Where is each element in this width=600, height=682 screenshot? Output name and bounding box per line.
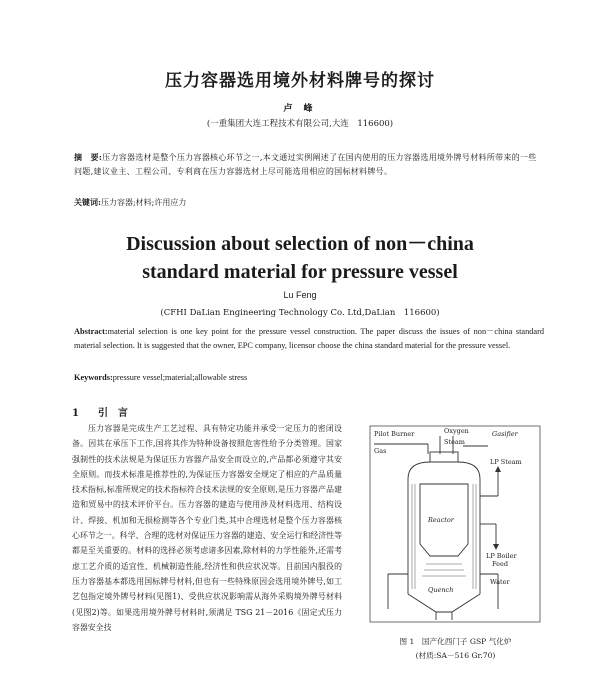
figure-caption-line2: (材质:SA－516 Gr.70)	[415, 651, 496, 660]
english-title-line1: Discussion about selection of non－china	[126, 233, 474, 255]
figure-caption	[368, 635, 543, 663]
label-gas: Gas	[374, 447, 387, 455]
english-title-line2: standard material for pressure vessel	[142, 261, 458, 283]
label-feed: Feed	[492, 560, 509, 568]
label-steam: Steam	[444, 438, 465, 446]
label-quench: Quench	[428, 586, 454, 594]
section-number: 1	[72, 408, 79, 419]
gasifier-figure	[368, 424, 543, 624]
label-oxygen: Oxygen	[444, 427, 469, 435]
chinese-keywords-label: 关键词:	[74, 197, 101, 207]
figure-caption-line1: 图 1 国产化西门子 GSP 气化炉	[399, 637, 512, 646]
english-keywords	[74, 371, 544, 385]
english-abstract-text: material selection is one key point for the pressure vessel construction. The paper discuss the issues of non－china standard material selection. It is suggested that the owner, EPC company, licensor choose the china standard material for the pressure vessel.	[74, 327, 544, 350]
gasifier-diagram	[368, 424, 543, 624]
english-author: Lu Feng	[283, 290, 317, 300]
label-water: Water	[490, 578, 510, 586]
label-pilot-burner: Pilot Burner	[374, 430, 415, 438]
section-body-text: 压力容器是完成生产工艺过程、具有特定功能并承受一定压力的密闭设备。因其在承压下工作,国将其作为特种设备按照危害性给予分类管理。国家强制性的技术法规是为保证压力容器产品安全而设立的,产品都必须遵守其安全原则。而技术标准是推荐性的,为保证压力容器安全规定了相应的产品质量技术指标,标准所规定的技术指标符合技术法规的安全原则,是压力容器产品建造和贸易中的技术评价平台。压力容器的建造与使用涉及材料选用、结构设计、焊接、机加和无损检测等各个专业门类,其中合理选材是整个压力容器核心环节之一。科学、合理的选材对保证压力容器的建造、安全运行和经济性等都是至关重要的。材料的选择必须考虑诸多因素,除材料的力学性能外,还需考虑工艺介质的适宜性、机械制造性能,经济性和供应状况等。目前国内服役的压力容器基本都选用国标牌号材料,但也有一些特殊原因会选用境外牌号,如工艺包指定境外牌号材料(见图1)、受供应状况影响需从海外采购境外牌号材料(见图2)等。如果选用境外牌号材料时,须满足 TSG 21－2016《固定式压力容器安全技	[72, 424, 342, 632]
label-lp-boiler: LP Boiler	[486, 552, 517, 560]
chinese-title: 压力容器选用境外材料牌号的探讨	[165, 71, 435, 91]
english-affiliation: (CFHI DaLian Engineering Technology Co. Ltd,DaLian 116600)	[160, 308, 440, 318]
chinese-keywords	[74, 195, 544, 210]
label-lp-steam: LP Steam	[490, 458, 522, 466]
label-gasifier: Gasifier	[492, 430, 518, 438]
chinese-abstract	[74, 150, 544, 179]
section-title: 引 言	[97, 408, 128, 419]
label-reactor: Reactor	[428, 516, 454, 524]
english-abstract-label: Abstract:	[74, 327, 108, 336]
english-keywords-text: pressure vessel;material;allowable stress	[112, 373, 248, 382]
chinese-author: 卢 峰	[283, 104, 317, 114]
chinese-affiliation: (一重集团大连工程技术有限公司,大连 116600)	[206, 119, 394, 129]
english-abstract	[74, 325, 544, 353]
section-heading	[72, 404, 128, 419]
chinese-abstract-text: 压力容器选材是整个压力容器核心环节之一,本文通过实例阐述了在国内使用的压力容器选用境外牌号材料所带来的一些问题,建议业主、工程公司、专利商在压力容器选材上尽可能选用相应的国标材料牌号。	[74, 153, 537, 176]
chinese-abstract-label: 摘 要:	[74, 152, 103, 162]
english-title	[0, 230, 600, 286]
chinese-keywords-text: 压力容器;材料;许用应力	[100, 198, 187, 207]
english-keywords-label: Keywords:	[74, 373, 113, 382]
